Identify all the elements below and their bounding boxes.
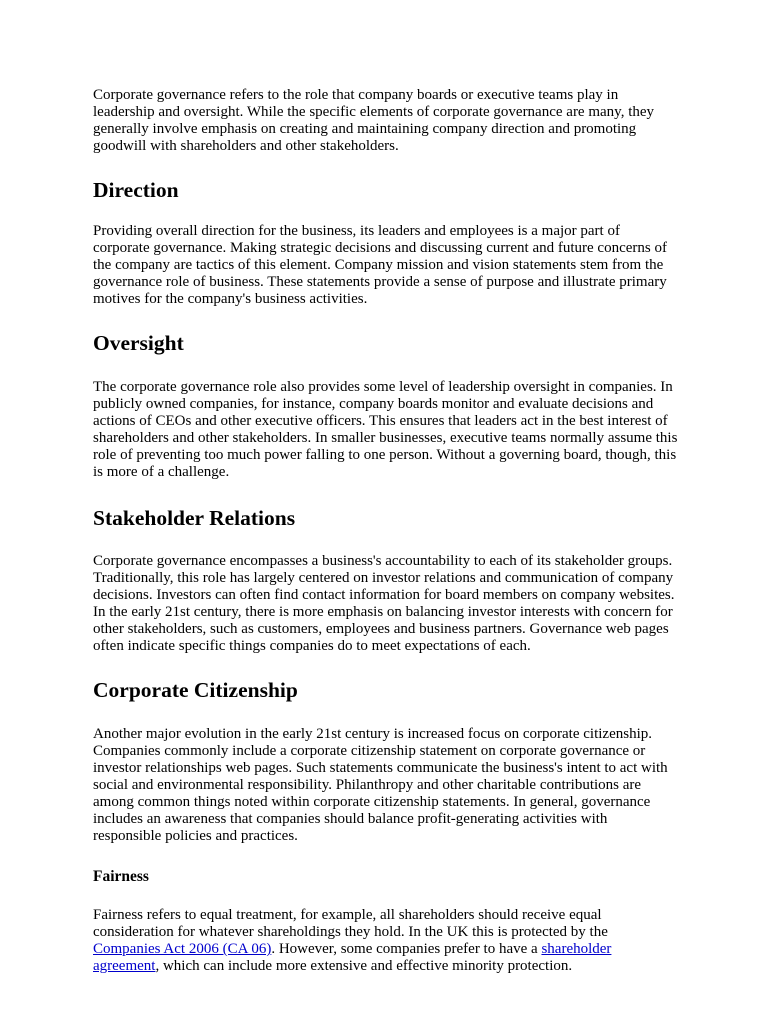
heading-stakeholder-relations: Stakeholder Relations <box>93 506 296 530</box>
intro-paragraph: Corporate governance refers to the role that company boards or executive teams play in leadership and oversight. While the specific elements of corporate governance are many, they generally involve emphasis on creating and maintaining company direction and promoting goodwill with shareholders and other stakeholders. <box>93 87 655 154</box>
companies-act-link[interactable]: Companies Act 2006 (CA 06) <box>93 941 272 957</box>
shareholder-agreement-link[interactable]: shareholder agreement <box>93 941 612 974</box>
paragraph-direction: Providing overall direction for the business, its leaders and employees is a major part of corporate governance. Making strategic decisions and discussing current and future concerns of the company are tactics of this element. Company mission and vision statements stem from the governance role of business. These statements provide a sense of purpose and illustrate primary motives for the company's business activities. <box>93 223 667 307</box>
fairness-text-1: Fairness refers to equal treatment, for example, all shareholders should receive equal consideration for whatever shareholdings they hold. In the UK this is protected by the <box>93 907 608 940</box>
paragraph-corporate-citizenship: Another major evolution in the early 21st century is increased focus on corporate citizenship. Companies commonly include a corporate citizenship statement on corporate governance or investor relationships web pages. Such statements communicate the business's intent to act with social and environmental responsibility. Philanthropy and other charitable contributions are among common things noted within corporate citizenship statements. In general, governance includes an awareness that companies should balance profit-generating activities with responsible policies and practices. <box>93 726 668 844</box>
paragraph-stakeholder-relations: Corporate governance encompasses a business's accountability to each of its stakeholder groups. Traditionally, this role has largely centered on investor relations and communication of company decisions. Investors can often find contact information for board members on company websites. In the early 21st century, there is more emphasis on balancing investor interests with concern for other stakeholders, such as customers, employees and business partners. Governance web pages often indicate specific things companies do to meet expectations of each. <box>93 553 675 654</box>
paragraph-fairness <box>93 907 678 975</box>
paragraph-oversight: The corporate governance role also provides some level of leadership oversight in companies. In publicly owned companies, for instance, company boards monitor and evaluate decisions and actions of CEOs and other executive officers. This ensures that leaders act in the best interest of shareholders and other stakeholders. In smaller businesses, executive teams normally assume this role of preventing too much power falling to one person. Without a governing board, though, this is more of a challenge. <box>93 379 678 480</box>
heading-corporate-citizenship: Corporate Citizenship <box>93 678 298 702</box>
fairness-text-3: , which can include more extensive and effective minority protection. <box>155 958 573 974</box>
heading-oversight: Oversight <box>93 331 184 355</box>
heading-fairness: Fairness <box>93 868 149 885</box>
heading-direction: Direction <box>93 178 179 202</box>
fairness-text-2: . However, some companies prefer to have a <box>271 941 542 957</box>
